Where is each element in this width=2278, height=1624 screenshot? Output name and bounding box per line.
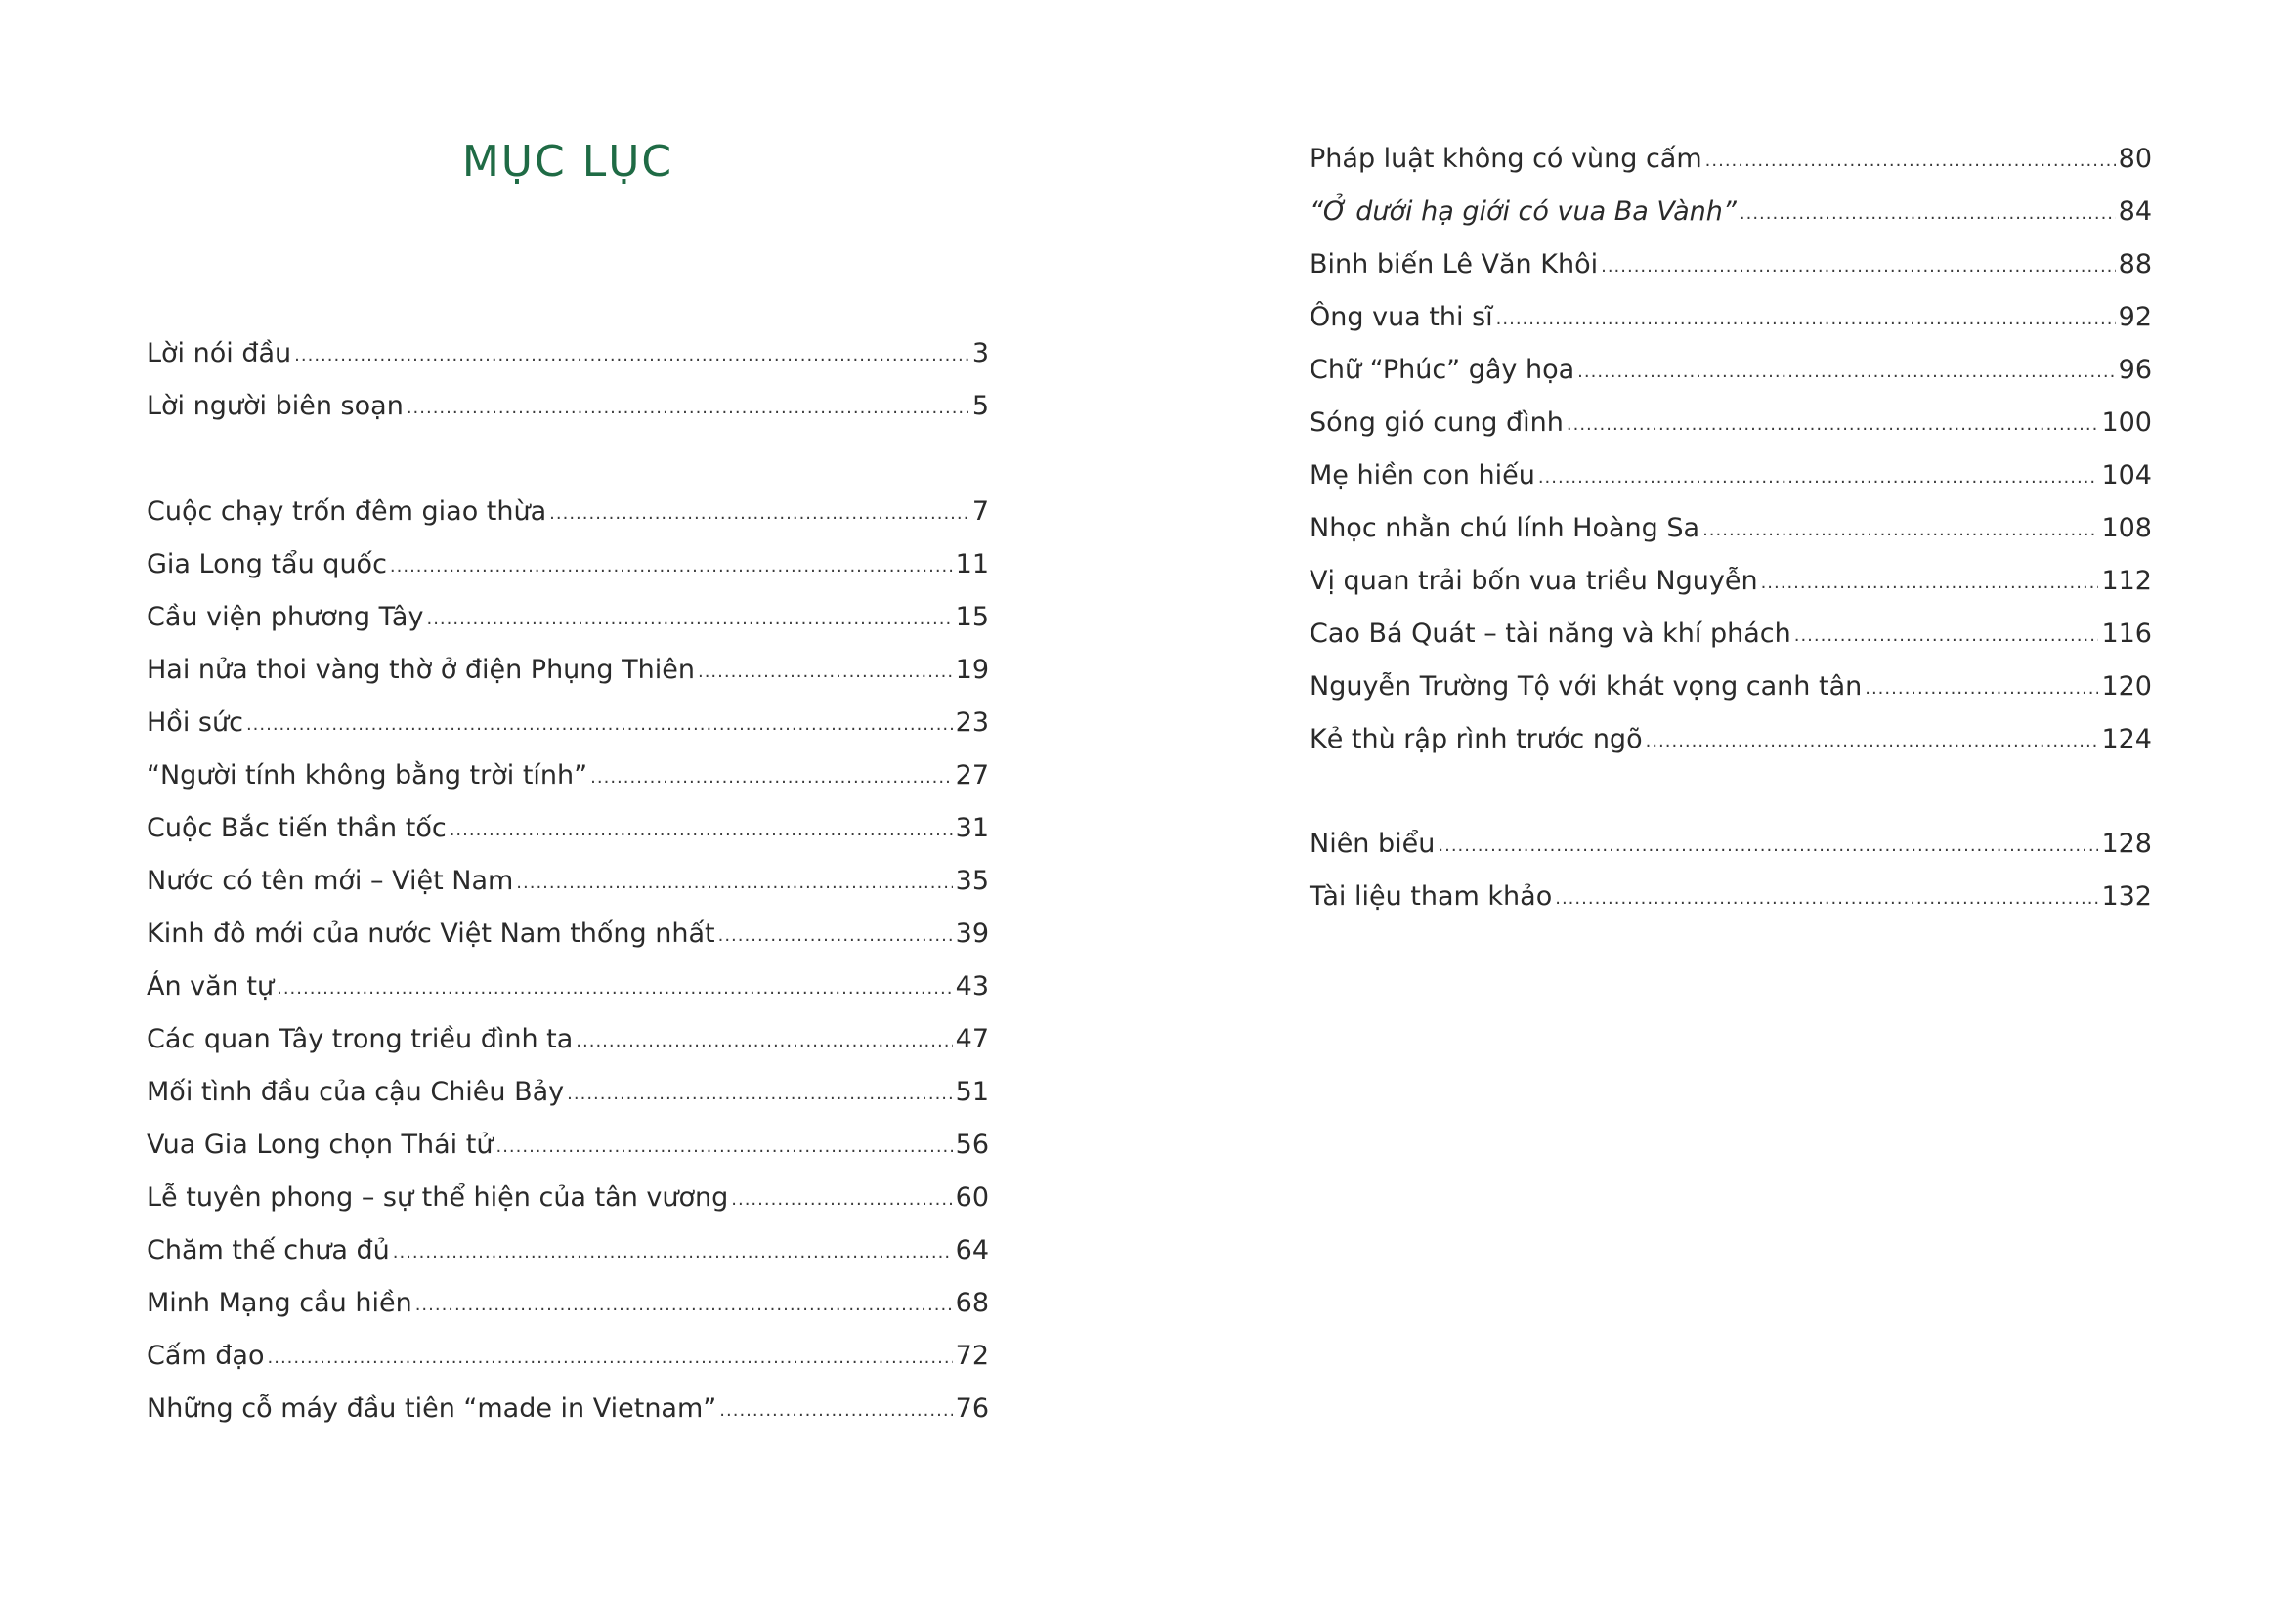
dot-leader bbox=[567, 1068, 952, 1121]
toc-entry[interactable] bbox=[1310, 555, 2152, 608]
back-matter-list bbox=[1310, 818, 2152, 923]
chapters-right-list bbox=[1310, 133, 2152, 766]
dot-leader bbox=[1702, 504, 2098, 557]
dot-leader bbox=[1577, 346, 2115, 399]
toc-entry-page-number: 31 bbox=[955, 813, 989, 843]
toc-entry-page-number: 80 bbox=[2118, 144, 2152, 174]
toc-entry-page-number: 51 bbox=[955, 1077, 989, 1107]
toc-entry-label: Kẻ thù rập rình trước ngõ bbox=[1310, 724, 1643, 754]
toc-entry-page-number: 19 bbox=[955, 655, 989, 685]
toc-entry[interactable] bbox=[1310, 871, 2152, 923]
dot-leader bbox=[1538, 451, 2099, 504]
toc-entry-page-number: 100 bbox=[2101, 407, 2152, 438]
toc-entry-label: Cầu viện phương Tây bbox=[147, 602, 424, 632]
toc-entry-page-number: 35 bbox=[955, 866, 989, 896]
dot-leader bbox=[731, 1174, 952, 1226]
dot-leader bbox=[590, 751, 952, 804]
dot-leader bbox=[495, 1121, 952, 1174]
toc-entry[interactable] bbox=[1310, 449, 2152, 502]
dot-leader bbox=[393, 1226, 953, 1279]
toc-entry[interactable] bbox=[147, 327, 989, 380]
toc-entry[interactable] bbox=[1310, 291, 2152, 344]
dot-leader bbox=[415, 1279, 953, 1332]
dot-leader bbox=[1646, 715, 2099, 768]
toc-entry[interactable] bbox=[147, 802, 989, 855]
toc-entry[interactable] bbox=[1310, 133, 2152, 186]
toc-entry-page-number: 76 bbox=[955, 1393, 989, 1424]
toc-entry-page-number: 47 bbox=[955, 1024, 989, 1054]
dot-leader bbox=[294, 329, 969, 382]
chapters-left-list bbox=[147, 486, 989, 1435]
toc-entry-page-number: 68 bbox=[955, 1288, 989, 1318]
toc-entry-label: Cuộc chạy trốn đêm giao thừa bbox=[147, 496, 547, 527]
toc-entry-page-number: 43 bbox=[955, 971, 989, 1002]
toc-entry-page-number: 132 bbox=[2101, 881, 2152, 912]
toc-entry-label: Minh Mạng cầu hiền bbox=[147, 1288, 412, 1318]
toc-entry-page-number: 116 bbox=[2101, 619, 2152, 649]
toc-entry-page-number: 72 bbox=[955, 1341, 989, 1371]
toc-entry-label: Lời nói đầu bbox=[147, 338, 292, 368]
toc-entry-label: Binh biến Lê Văn Khôi bbox=[1310, 249, 1599, 279]
toc-entry-page-number: 11 bbox=[955, 549, 989, 579]
dot-leader bbox=[1555, 873, 2098, 925]
toc-entry-label: Nhọc nhằn chú lính Hoàng Sa bbox=[1310, 513, 1700, 543]
toc-entry-page-number: 92 bbox=[2118, 302, 2152, 332]
toc-title: MỤC LỤC bbox=[461, 137, 674, 187]
dot-leader bbox=[426, 593, 952, 646]
toc-entry[interactable] bbox=[147, 486, 989, 538]
toc-entry-label: Lễ tuyên phong – sự thể hiện của tân vương bbox=[147, 1182, 729, 1213]
dot-leader bbox=[718, 910, 953, 962]
toc-entry[interactable] bbox=[1310, 502, 2152, 555]
toc-entry-label: Hồi sức bbox=[147, 707, 243, 738]
toc-entry[interactable] bbox=[147, 1172, 989, 1224]
toc-entry-label: Nước có tên mới – Việt Nam bbox=[147, 866, 514, 896]
toc-entry-page-number: 23 bbox=[955, 707, 989, 738]
toc-entry[interactable] bbox=[1310, 661, 2152, 713]
toc-entry-label: Gia Long tẩu quốc bbox=[147, 549, 387, 579]
toc-entry-label: Niên biểu bbox=[1310, 829, 1436, 859]
toc-entry-label: Những cỗ máy đầu tiên “made in Vietnam” bbox=[147, 1393, 717, 1424]
dot-leader bbox=[1438, 820, 2098, 873]
toc-entry[interactable] bbox=[147, 1013, 989, 1066]
right-page bbox=[1139, 0, 2278, 1624]
dot-leader bbox=[407, 382, 969, 435]
toc-entry-label: Pháp luật không có vùng cấm bbox=[1310, 144, 1702, 174]
toc-entry[interactable] bbox=[147, 749, 989, 802]
toc-entry-label: Kinh đô mới của nước Việt Nam thống nhất bbox=[147, 919, 715, 949]
dot-leader bbox=[246, 699, 953, 751]
toc-entry[interactable] bbox=[147, 380, 989, 433]
dot-leader bbox=[390, 540, 953, 593]
toc-entry[interactable] bbox=[1310, 608, 2152, 661]
toc-entry[interactable] bbox=[147, 1330, 989, 1383]
toc-entry-label: Các quan Tây trong triều đình ta bbox=[147, 1024, 574, 1054]
toc-entry-label: Nguyễn Trường Tộ với khát vọng canh tân bbox=[1310, 671, 1863, 702]
toc-entry-label: Sóng gió cung đình bbox=[1310, 407, 1564, 438]
dot-leader bbox=[698, 646, 953, 699]
toc-entry[interactable] bbox=[147, 1277, 989, 1330]
toc-entry[interactable] bbox=[147, 644, 989, 697]
dot-leader bbox=[719, 1385, 952, 1437]
dot-leader bbox=[277, 962, 953, 1015]
toc-entry-page-number: 124 bbox=[2101, 724, 2152, 754]
toc-entry-page-number: 88 bbox=[2118, 249, 2152, 279]
toc-entry-page-number: 3 bbox=[971, 338, 989, 368]
dot-leader bbox=[549, 488, 969, 540]
toc-entry-page-number: 60 bbox=[955, 1182, 989, 1213]
toc-entry-label: “Ở dưới hạ giới có vua Ba Vành” bbox=[1310, 196, 1737, 227]
toc-entry[interactable] bbox=[1310, 238, 2152, 291]
toc-entry-label: Lời người biên soạn bbox=[147, 391, 404, 421]
toc-entry-label: Tài liệu tham khảo bbox=[1310, 881, 1553, 912]
toc-entry[interactable] bbox=[1310, 818, 2152, 871]
toc-entry-page-number: 15 bbox=[955, 602, 989, 632]
toc-entry[interactable] bbox=[1310, 344, 2152, 397]
dot-leader bbox=[1865, 662, 2098, 715]
dot-leader bbox=[450, 804, 953, 857]
toc-entry[interactable] bbox=[1310, 397, 2152, 449]
toc-entry-label: Chăm thế chưa đủ bbox=[147, 1235, 390, 1265]
toc-entry[interactable] bbox=[147, 1066, 989, 1119]
toc-entry-label: Cấm đạo bbox=[147, 1341, 265, 1371]
toc-entry-label: Mẹ hiền con hiếu bbox=[1310, 460, 1535, 491]
toc-entry-label: Vị quan trải bốn vua triều Nguyễn bbox=[1310, 566, 1758, 596]
toc-entry[interactable] bbox=[147, 1224, 989, 1277]
toc-entry-page-number: 108 bbox=[2101, 513, 2152, 543]
dot-leader bbox=[1705, 135, 2116, 188]
toc-entry-label: Cao Bá Quát – tài năng và khí phách bbox=[1310, 619, 1791, 649]
toc-entry-label: Mối tình đầu của cậu Chiêu Bảy bbox=[147, 1077, 565, 1107]
toc-entry[interactable] bbox=[147, 908, 989, 961]
dot-leader bbox=[1761, 557, 2099, 610]
dot-leader bbox=[268, 1332, 953, 1385]
toc-entry[interactable] bbox=[147, 697, 989, 749]
toc-entry-page-number: 128 bbox=[2101, 829, 2152, 859]
toc-entry-label: Vua Gia Long chọn Thái tử bbox=[147, 1130, 494, 1160]
dot-leader bbox=[576, 1015, 952, 1068]
toc-entry-page-number: 39 bbox=[955, 919, 989, 949]
toc-entry-label: Án văn tự bbox=[147, 971, 275, 1002]
dot-leader bbox=[516, 857, 952, 910]
toc-entry-page-number: 112 bbox=[2101, 566, 2152, 596]
toc-entry-page-number: 104 bbox=[2101, 460, 2152, 491]
dot-leader bbox=[1740, 188, 2116, 240]
dot-leader bbox=[1794, 610, 2099, 662]
toc-entry-page-number: 120 bbox=[2101, 671, 2152, 702]
toc-entry-page-number: 64 bbox=[955, 1235, 989, 1265]
toc-entry-label: Chữ “Phúc” gây họa bbox=[1310, 355, 1575, 385]
toc-entry[interactable] bbox=[147, 538, 989, 591]
toc-entry[interactable] bbox=[1310, 713, 2152, 766]
toc-entry-label: Ông vua thi sĩ bbox=[1310, 302, 1493, 332]
toc-entry[interactable] bbox=[147, 1119, 989, 1172]
toc-entry-page-number: 7 bbox=[971, 496, 989, 527]
dot-leader bbox=[1601, 240, 2116, 293]
toc-entry[interactable] bbox=[1310, 186, 2152, 238]
toc-entry-page-number: 96 bbox=[2118, 355, 2152, 385]
toc-entry-label: Hai nửa thoi vàng thờ ở điện Phụng Thiên bbox=[147, 655, 695, 685]
toc-entry-page-number: 5 bbox=[971, 391, 989, 421]
front-matter-list bbox=[147, 327, 989, 433]
toc-entry-page-number: 27 bbox=[955, 760, 989, 791]
dot-leader bbox=[1567, 399, 2099, 451]
toc-entry[interactable] bbox=[147, 1383, 989, 1435]
toc-entry-page-number: 84 bbox=[2118, 196, 2152, 227]
toc-entry-label: Cuộc Bắc tiến thần tốc bbox=[147, 813, 447, 843]
toc-entry-label: “Người tính không bằng trời tính” bbox=[147, 760, 588, 791]
toc-entry[interactable] bbox=[147, 855, 989, 908]
toc-entry[interactable] bbox=[147, 961, 989, 1013]
toc-entry[interactable] bbox=[147, 591, 989, 644]
dot-leader bbox=[1496, 293, 2116, 346]
toc-entry-page-number: 56 bbox=[955, 1130, 989, 1160]
